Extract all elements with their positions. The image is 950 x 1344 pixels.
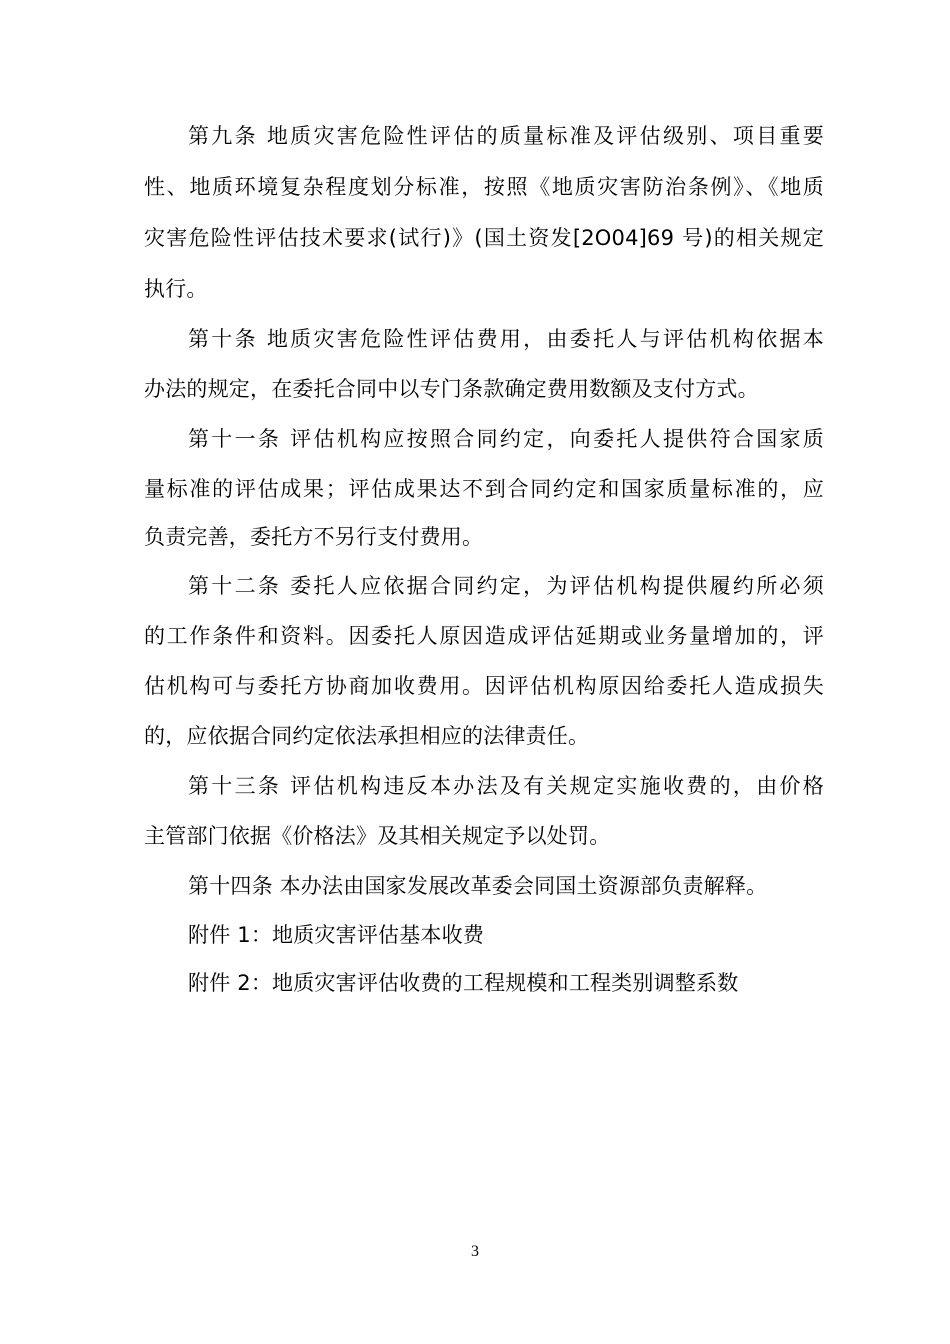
- text-line: 第十三条 评估机构违反本办法及有关规定实施收费的，由价格: [188, 774, 824, 798]
- text-line: 第十四条 本办法由国家发展改革委会同国土资源部负责解释。: [188, 874, 768, 898]
- text-line: 附件 1：地质灾害评估基本收费: [188, 923, 485, 947]
- page-number: 3: [471, 1243, 479, 1260]
- text-line: 的工作条件和资料。因委托人原因造成评估延期或业务量增加的，评: [144, 624, 824, 648]
- text-line: 灾害危险性评估技术要求(试行)》(国土资发[2O04]69 号)的相关规定: [144, 226, 824, 250]
- text-line: 附件 2：地质灾害评估收费的工程规模和工程类别调整系数: [188, 971, 739, 995]
- text-line: 的，应依据合同约定依法承担相应的法律责任。: [144, 724, 590, 748]
- text-line: 主管部门依据《价格法》及其相关规定予以处罚。: [144, 824, 611, 848]
- text-line: 第九条 地质灾害危险性评估的质量标准及评估级别、项目重要: [188, 124, 824, 148]
- text-line: 负责完善，委托方不另行支付费用。: [144, 525, 484, 549]
- text-line: 性、地质环境复杂程度划分标准，按照《地质灾害防治条例》、《地质: [144, 175, 824, 199]
- text-line: 第十条 地质灾害危险性评估费用，由委托人与评估机构依据本: [188, 327, 824, 351]
- text-line: 第十二条 委托人应依据合同约定，为评估机构提供履约所必须: [188, 574, 824, 598]
- text-line: 执行。: [144, 277, 208, 301]
- text-line: 量标准的评估成果；评估成果达不到合同约定和国家质量标准的，应: [144, 477, 824, 501]
- text-line: 办法的规定，在委托合同中以专门条款确定费用数额及支付方式。: [144, 377, 759, 401]
- text-line: 第十一条 评估机构应按照合同约定，向委托人提供符合国家质: [188, 427, 824, 451]
- text-line: 估机构可与委托方协商加收费用。因评估机构原因给委托人造成损失: [144, 674, 824, 698]
